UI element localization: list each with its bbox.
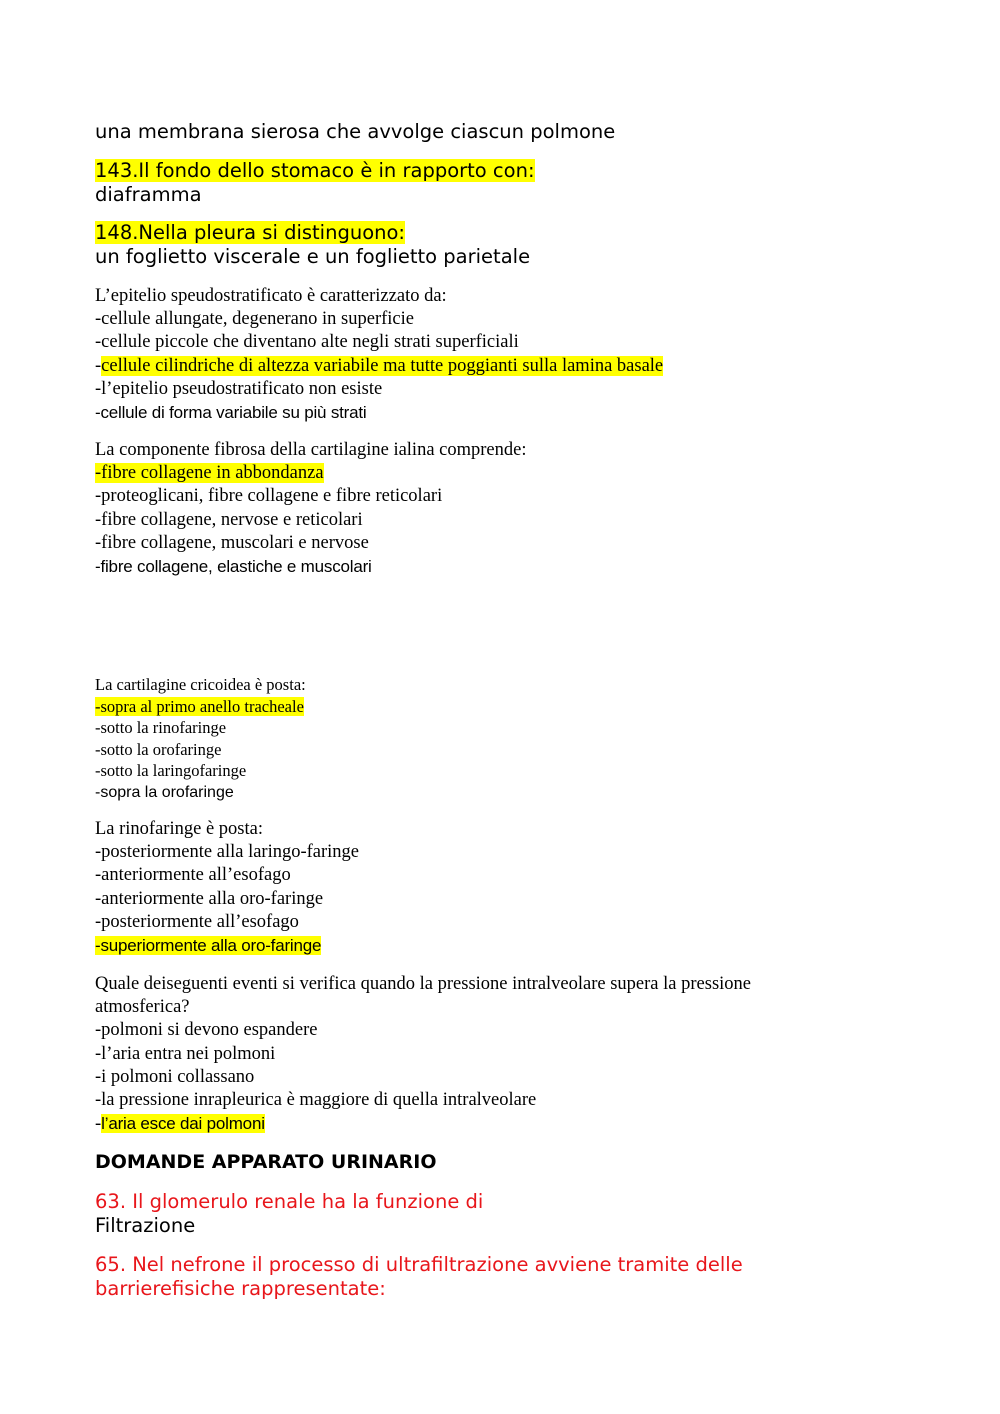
- intro-answer: una membrana sierosa che avvolge ciascun polmone: [95, 120, 616, 143]
- urinario-heading: DOMANDE APPARATO URINARIO: [95, 1151, 437, 1173]
- question-65: [95, 1253, 915, 1300]
- epitelio-option-3: [95, 355, 915, 378]
- epitelio-option-1: -cellule allungate, degenerano in superficie: [95, 309, 414, 330]
- rinofaringe-question: La rinofaringe è posta:: [95, 819, 263, 839]
- question-63: [95, 1190, 915, 1237]
- pressione-option-2: -l’aria entra nei polmoni: [95, 1043, 276, 1064]
- cricoidea-question: La cartilagine cricoidea è posta:: [95, 675, 306, 694]
- rinofaringe-option-3: -anteriormente alla oro-faringe: [95, 888, 324, 909]
- rinofaringe-correct-answer: -superiormente alla oro-faringe: [95, 936, 322, 956]
- pressione-correct-answer: l’aria esce dai polmoni: [101, 1114, 265, 1134]
- cartilagine-correct-answer: -fibre collagene in abbondanza: [95, 463, 324, 484]
- epitelio-correct-answer: cellule cilindriche di altezza variabile ma tutte poggianti sulla lamina basale: [101, 355, 664, 376]
- cricoidea-option-3: -sotto la orofaringe: [95, 739, 222, 759]
- pressione-option-3: -i polmoni collassano: [95, 1066, 255, 1087]
- intro-answer-block: [95, 120, 915, 144]
- question-63-text: 63. Il glomerulo renale ha la funzione di: [95, 1190, 484, 1213]
- cricoidea-option-4: -sotto la laringofaringe: [95, 761, 247, 780]
- question-65-text: 65. Nel nefrone il processo di ultrafiltrazione avviene tramite delle barrierefisiche rappresentate:: [95, 1253, 743, 1300]
- urinario-heading-block: [95, 1151, 915, 1174]
- pressione-option-5: [95, 1112, 915, 1136]
- epitelio-option-3-prefix: -: [95, 355, 102, 376]
- rinofaringe-option-4: -posteriormente all’esofago: [95, 911, 299, 932]
- rinofaringe-option-2: -anteriormente all’esofago: [95, 865, 291, 886]
- question-143-text: 143.Il fondo dello stomaco è in rapporto con:: [95, 159, 535, 182]
- pressione-option-4: -la pressione inrapleurica è maggiore di quella intralveolare: [95, 1090, 537, 1111]
- question-cartilagine-ialina: [95, 439, 915, 578]
- question-epitelio: [95, 285, 915, 424]
- cartilagine-option-4: -fibre collagene, muscolari e nervose: [95, 532, 369, 553]
- pressione-question: Quale deiseguenti eventi si verifica quando la pressione intralveolare supera la pressione atmosferica?: [95, 974, 751, 1018]
- pressione-option-1: -polmoni si devono espandere: [95, 1020, 318, 1041]
- question-143-answer: diaframma: [95, 182, 202, 206]
- question-148-text: 148.Nella pleura si distinguono:: [95, 221, 405, 244]
- question-pressione: [95, 973, 915, 1136]
- cricoidea-option-5: -sopra la orofaringe: [95, 783, 234, 801]
- question-rinofaringe: [95, 818, 915, 958]
- epitelio-option-4: -l’epitelio pseudostratificato non esiste: [95, 378, 383, 399]
- epitelio-option-5: -cellule di forma variabile su più strati: [95, 403, 367, 423]
- epitelio-option-2: -cellule piccole che diventano alte negli strati superficiali: [95, 332, 519, 353]
- cricoidea-option-2: -sotto la rinofaringe: [95, 718, 227, 737]
- pressione-option-5-prefix: -: [95, 1114, 102, 1135]
- question-63-answer: Filtrazione: [95, 1213, 196, 1237]
- cartilagine-option-3: -fibre collagene, nervose e reticolari: [95, 509, 363, 530]
- question-148-answer: un foglietto viscerale e un foglietto parietale: [95, 244, 531, 268]
- question-cricoidea: [95, 674, 915, 803]
- rinofaringe-option-1: -posteriormente alla laringo-faringe: [95, 842, 360, 863]
- question-143: [95, 159, 915, 206]
- cartilagine-option-2: -proteoglicani, fibre collagene e fibre reticolari: [95, 486, 443, 507]
- cricoidea-correct-answer: -sopra al primo anello tracheale: [95, 696, 304, 716]
- cartilagine-option-5: -fibre collagene, elastiche e muscolari: [95, 557, 372, 577]
- cartilagine-question: La componente fibrosa della cartilagine ialina comprende:: [95, 440, 527, 460]
- question-148: [95, 221, 915, 268]
- epitelio-question: L’epitelio speudostratificato è caratterizzato da:: [95, 286, 447, 306]
